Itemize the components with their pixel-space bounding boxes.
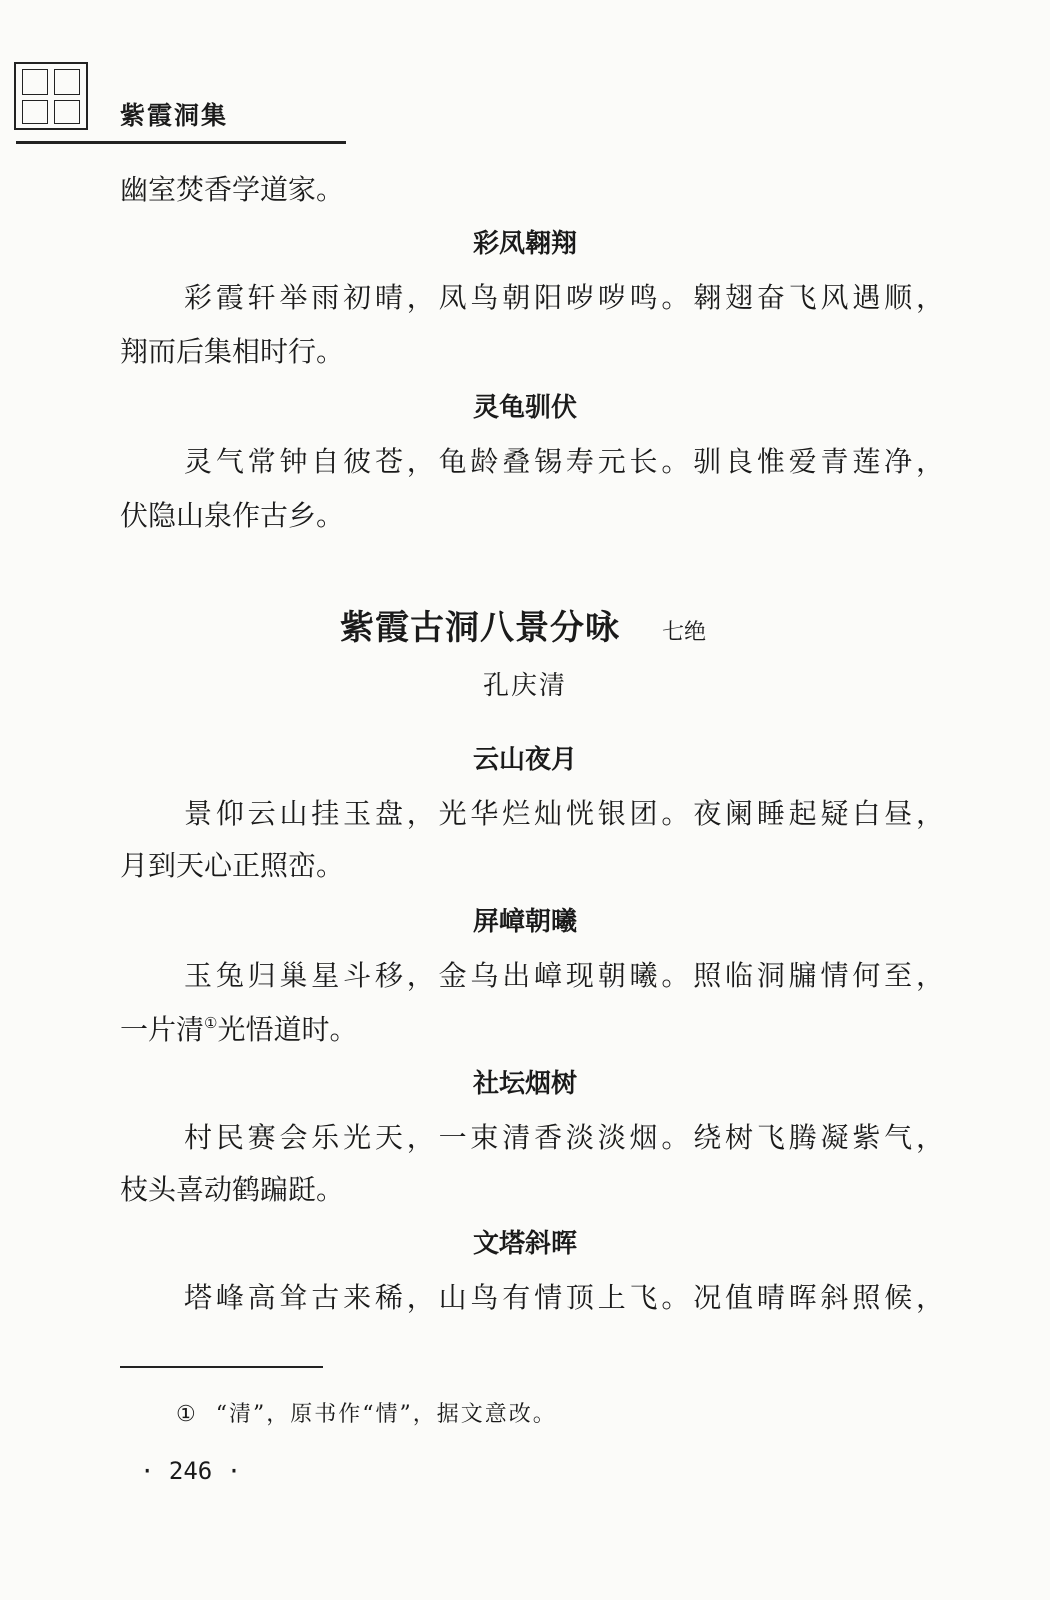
page-number: · 246 ·	[140, 1457, 242, 1485]
poem-line: 灵气常钟自彼苍，龟龄叠锡寿元长。驯良惟爱青莲净，	[184, 445, 944, 478]
running-title: 紫霞洞集	[120, 101, 229, 130]
footnote-mark: ①	[176, 1402, 198, 1427]
poem-line: 村民赛会乐光天，一束清香淡淡烟。绕树飞腾凝紫气，	[184, 1121, 944, 1154]
footnote	[176, 1400, 557, 1430]
section-title: 紫霞古洞八景分咏	[340, 608, 620, 648]
poem-title: 屏嶂朝曦	[472, 907, 577, 937]
poem-title: 灵龟驯伏	[472, 393, 577, 423]
poem-line: 枝头喜动鹤蹁跹。	[120, 1173, 345, 1206]
header-rule	[16, 141, 346, 144]
poem-line: 彩霞轩举雨初晴，凤鸟朝阳哕哕鸣。翱翅奋飞风遇顺，	[184, 281, 944, 314]
poem-line	[120, 1012, 950, 1048]
poem-title: 云山夜月	[472, 745, 577, 775]
poem-line: 塔峰高耸古来稀，山鸟有情顶上飞。况值晴晖斜照候，	[184, 1281, 944, 1314]
footnote-rule	[120, 1366, 323, 1368]
poem-line: 玉兔归巢星斗移，金乌出嶂现朝曦。照临洞牖情何至，	[184, 959, 944, 992]
poem-title: 社坛烟树	[472, 1069, 577, 1099]
section-author: 孔庆清	[482, 671, 567, 701]
footnote-reference: ①	[204, 1014, 218, 1032]
poem-line: 月到天心正照峦。	[120, 849, 345, 882]
poem-line: 翔而后集相时行。	[120, 335, 345, 368]
poem-line-text: 一片清	[120, 1013, 205, 1046]
poem-line: 景仰云山挂玉盘，光华烂灿恍银团。夜阑睡起疑白昼，	[184, 797, 944, 830]
opening-line: 幽室焚香学道家。	[120, 173, 345, 206]
section-form-note: 七绝	[662, 620, 707, 645]
poem-line: 伏隐山泉作古乡。	[120, 499, 345, 532]
footnote-text: “清”，原书作“情”，据文意改。	[215, 1402, 557, 1427]
seal-stamp-logo	[14, 62, 88, 130]
poem-title: 文塔斜晖	[472, 1229, 577, 1259]
poem-line-text: 光悟道时。	[217, 1013, 358, 1046]
poem-title: 彩凤翱翔	[472, 229, 577, 259]
